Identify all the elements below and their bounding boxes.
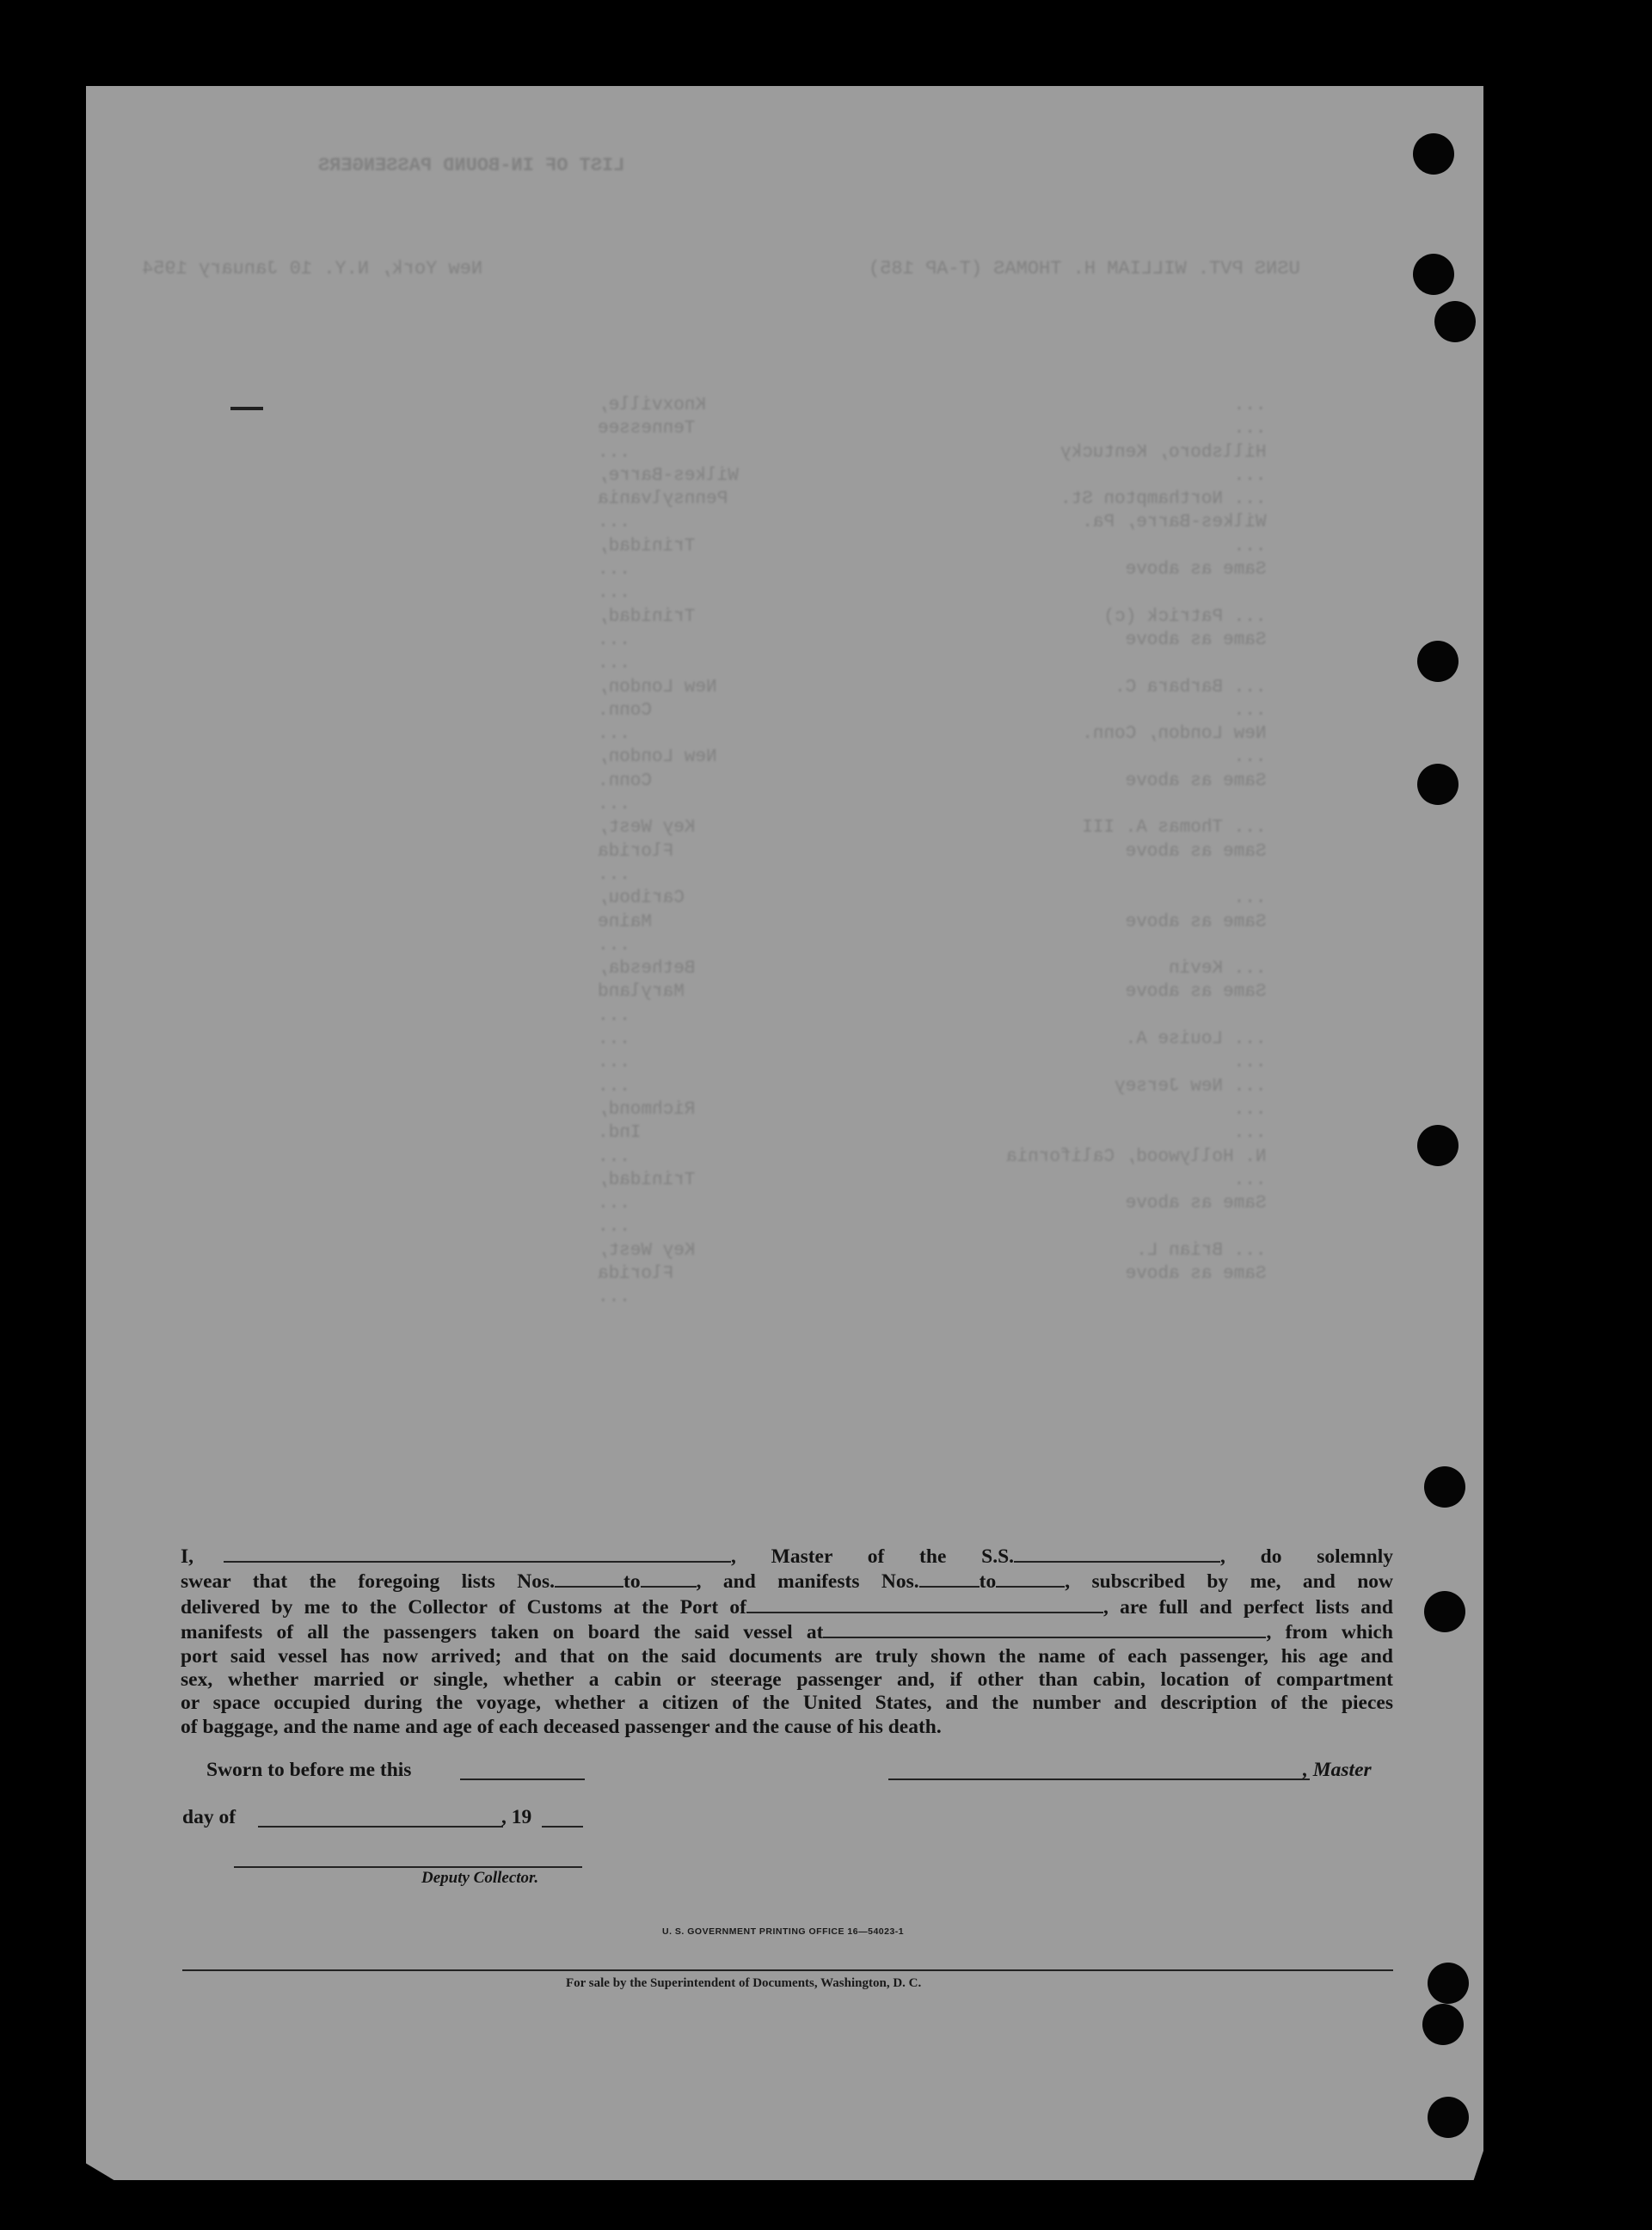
bleed-through-left-line: Trinidad, [598,606,696,627]
bleed-through-right-line: ... Brian L. [1136,1240,1267,1261]
master-label: , Master [1303,1759,1372,1781]
day-of-label: day of [182,1806,236,1828]
vessel-at-label: manifests of all the passengers taken on board the said vessel at [181,1621,824,1644]
bleed-through-left-line: ... [598,1005,630,1026]
day-of-blank[interactable] [258,1826,503,1828]
bleed-through-arrival-line: New York, N.Y. 10 January 1954 [142,258,483,280]
bleed-through-right-line: Same as above [1125,771,1267,791]
bleed-through-left-line: ... [598,1146,630,1167]
bleed-through-right-line: ... Northampton St. [1060,489,1267,510]
bleed-through-right-line: ... Barbara C. [1115,677,1267,697]
bleed-through-right-line [1006,652,1266,675]
bleed-through-right-line: ... [1233,747,1267,768]
do-solemnly-label: , do solemnly [1220,1545,1393,1568]
bleed-through-right-line: Wilkes-Barre, Pa. [1082,513,1267,533]
subscribed-label: , subscribed by me, and now [1065,1570,1393,1594]
bleed-through-right-line: ... [1233,465,1267,486]
footer-rule [182,1969,1393,1971]
declaration-line [181,1619,1393,1644]
bleed-through-left-line: Wilkes-Barre, [598,465,739,486]
bleed-through-right-line: Hillsboro, Kentucky [1060,442,1267,463]
bleed-through-left-line: ... [598,560,630,581]
year-label: , 19 [501,1806,532,1828]
bleed-through-right-line [1006,793,1266,816]
binder-hole [1413,254,1454,295]
bleed-through-left-line: ... [598,1287,630,1308]
bleed-through-right-line: ... [1233,700,1267,721]
deputy-signature-line[interactable] [234,1866,582,1868]
bleed-through-left-line: Maryland [598,982,685,1003]
bleed-through-right-line [1006,1004,1266,1028]
bleed-through-right-line [1006,1215,1266,1238]
bleed-through-right-line: ... [1233,1099,1267,1120]
bleed-through-left-line: Florida [598,841,674,862]
bleed-through-right-line: ... [1233,396,1267,415]
bleed-through-left-line: Caribou, [598,888,685,909]
to-label: to [979,1570,997,1594]
bleed-through-left-line: ... [598,1053,630,1073]
bleed-through-right-line: ... Kevin [1169,959,1267,980]
binder-hole [1417,1125,1459,1166]
bleed-through-left-line: ... [598,1029,630,1050]
binder-hole [1424,1466,1465,1508]
bleed-through-right-line: Same as above [1125,560,1267,581]
margin-dash [230,407,263,410]
bleed-through-right-line: ... Patrick (c) [1103,606,1267,627]
bleed-through-left-column [598,394,847,1310]
declaration-line [181,1544,1393,1569]
bleed-through-left-line: ... [598,1194,630,1214]
bleed-through-right-line [1006,863,1266,887]
bleed-through-left-line: ... [598,513,630,533]
bleed-through-left-line: ... [598,864,630,885]
bleed-through-left-line: ... [598,795,630,815]
bleed-through-left-line: Florida [598,1263,674,1284]
binder-hole [1428,2097,1469,2138]
binder-hole [1417,641,1459,682]
full-perfect-label: , are full and perfect lists and [1103,1595,1393,1619]
bleed-through-left-line: ... [598,1076,630,1097]
bleed-through-right-line: ... [1233,1170,1267,1190]
binder-hole [1413,133,1454,175]
bleed-through-right-line: Same as above [1125,1263,1267,1284]
lists-to-blank[interactable] [641,1569,697,1588]
manifests-nos-label: , and manifests Nos. [696,1570,919,1594]
bleed-through-right-line: ... [1233,888,1267,909]
bleed-through-right-line: New London, Conn. [1082,724,1267,745]
bleed-through-left-line: Conn. [598,771,653,791]
master-name-blank[interactable] [224,1544,731,1563]
declaration-line: sex, whether married or single, whether a cabin or steerage passenger and, if other than cabin, location of compartment [181,1668,1393,1691]
declaration-line: port said vessel has now arrived; and that on the said documents are truly shown the name of each passenger, his age and [181,1644,1393,1668]
bleed-through-right-line: ... [1233,1123,1267,1144]
bleed-through-left-line: ... [598,442,630,463]
from-which-label: , from which [1266,1621,1393,1644]
bleed-through-left-line: Pennsylvania [598,489,728,510]
lists-from-blank[interactable] [555,1569,623,1588]
bleed-through-right-line: ... Louise A. [1125,1029,1267,1050]
manifests-to-blank[interactable] [996,1569,1065,1588]
bleed-through-right-line: ... [1233,1053,1267,1073]
departure-port-blank[interactable] [823,1619,1266,1638]
bleed-through-left-line: Tennessee [598,419,696,439]
bleed-through-right-line: Same as above [1125,630,1267,650]
bleed-through-right-line: ... [1233,419,1267,439]
bleed-through-left-line: Bethesda, [598,959,696,980]
lists-nos-label: swear that the foregoing lists Nos. [181,1570,555,1594]
bleed-through-vessel-line: USNS PVT. WILLIAM H. THOMAS (T-AP 185) [869,258,1300,280]
master-of-ss-label: , Master of the S.S. [731,1545,1015,1568]
binder-hole [1434,301,1476,342]
bleed-through-left-line: ... [598,1217,630,1238]
binder-hole [1424,1591,1465,1632]
to-label: to [623,1570,641,1594]
bleed-through-heading: LIST OF IN-BOUND PASSENGERS [318,155,625,176]
bleed-through-right-line: ... [1233,536,1267,556]
bleed-through-right-line [1006,581,1266,605]
bleed-through-right-column [1006,394,1266,1286]
sworn-label: Sworn to before me this [206,1759,412,1781]
vessel-name-blank[interactable] [1014,1544,1220,1563]
bleed-through-right-line: Same as above [1125,982,1267,1003]
bleed-through-left-line: New London, [598,677,717,697]
printing-office-imprint: U. S. GOVERNMENT PRINTING OFFICE 16—54023-1 [662,1926,905,1937]
bleed-through-left-line: ... [598,935,630,955]
manifests-from-blank[interactable] [919,1569,980,1588]
masters-declaration [181,1544,1393,1739]
declaration-line [181,1594,1393,1619]
bleed-through-left-line: Trinidad, [598,536,696,556]
bleed-through-left-line: Ind. [598,1123,642,1144]
port-of-label: delivered by me to the Collector of Customs at the Port of [181,1595,746,1619]
bleed-through-left-line: Key West, [598,1240,696,1261]
binder-hole [1428,1963,1469,2004]
bleed-through-right-line: ... New Jersey [1115,1076,1267,1097]
sworn-date-blank[interactable] [460,1778,585,1780]
bleed-through-left-line: ... [598,630,630,650]
bleed-through-left-line: Richmond, [598,1099,696,1120]
declaration-line [181,1569,1393,1594]
bleed-through-right-line: ... Thomas A. III [1082,818,1267,839]
bleed-through-left-line: ... [598,654,630,674]
binder-hole [1422,2004,1464,2045]
bleed-through-left-line: New London, [598,747,717,768]
bleed-through-left-line: Maine [598,912,653,932]
bleed-through-left-line: Trinidad, [598,1170,696,1190]
bleed-through-right-line: N. Hollywood, California [1006,1146,1267,1167]
binder-hole [1417,764,1459,805]
bleed-through-right-line: Same as above [1125,841,1267,862]
bleed-through-left-line: ... [598,724,630,745]
declaration-line: of baggage, and the name and age of each deceased passenger and the cause of his death. [181,1715,942,1738]
master-signature-line[interactable] [888,1778,1310,1780]
bleed-through-right-line [1006,934,1266,957]
i-label: I, [181,1545,194,1568]
bleed-through-right-line: Same as above [1125,1194,1267,1214]
port-blank[interactable] [746,1594,1103,1613]
declaration-line: or space occupied during the voyage, whether a citizen of the United States, and the number and description of the pieces [181,1692,1393,1715]
bleed-through-left-line: Conn. [598,700,653,721]
for-sale-notice: For sale by the Superintendent of Documents, Washington, D. C. [566,1976,922,1990]
deputy-collector-label: Deputy Collector. [421,1869,539,1887]
bleed-through-right-line: Same as above [1125,912,1267,932]
bleed-through-left-line: Knoxville, [598,396,707,415]
bleed-through-left-line: ... [598,583,630,604]
year-blank[interactable] [542,1826,583,1828]
bleed-through-left-line: Key West, [598,818,696,839]
